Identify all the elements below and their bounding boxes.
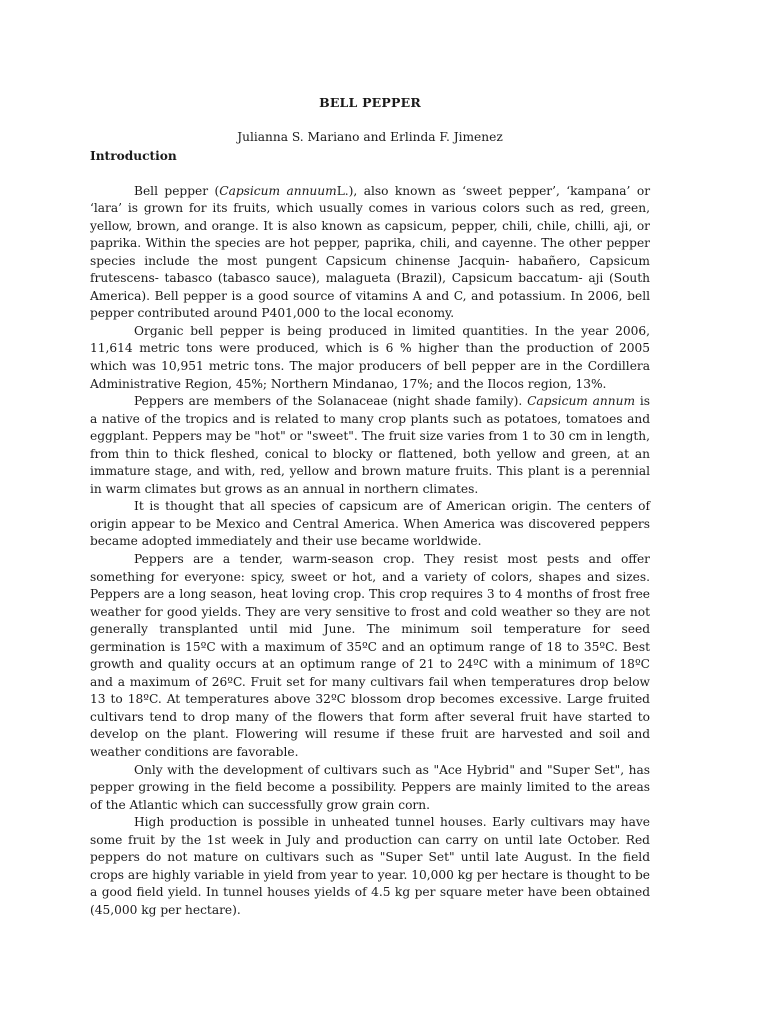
body-paragraph <box>90 323 650 393</box>
italic-text: Capsicum annuum <box>219 183 337 198</box>
body-paragraph <box>90 393 650 498</box>
paragraph-text: Bell pepper ( <box>134 183 220 198</box>
body-paragraph <box>90 814 650 919</box>
document-authors: Julianna S. Mariano and Erlinda F. Jimenez <box>237 129 503 144</box>
paragraph-text: Peppers are a tender, warm-season crop. They resist most pests and offer something for everyone: spicy, sweet or hot, and a variety of colors, shapes and sizes. Peppers are a long season, heat loving crop. This crop requires 3 to 4 months of frost free weather for good yields. They are very sensitive to frost and cold weather so they are not generally transplanted until mid June. The minimum soil temperature for seed germination is 15ºC with a maximum of 35ºC and an optimum range of 18 to 35ºC. Best growth and quality occurs at an optimum range of 21 to 24ºC with a minimum of 18ºC and a maximum of 26ºC. Fruit set for many cultivars fail when temperatures drop below 13 to 18ºC. At temperatures above 32ºC blossom drop becomes excessive. Large fruited cultivars tend to drop many of the flowers that form after several fruit have started to develop on the plant. Flowering will resume if these fruit are harvested and soil and weather conditions are favorable. <box>90 551 650 759</box>
body-paragraph <box>90 498 650 551</box>
paragraph-text: Peppers are members of the Solanaceae (night shade family). <box>134 394 528 409</box>
paragraph-text: L.), also known as ‘sweet pepper’, ‘kampana’ or ‘lara’ is grown for its fruits, which usually comes in various colors such as red, green, yellow, brown, and orange. It is also known as capsicum, pepper, chili, chile, chilli, aji, or paprika. Within the species are hot pepper, paprika, chili, and cayenne. The other pepper species include the most pungent Capsicum chinense Jacquin- habañero, Capsicum frutescens- tabasco (tabasco sauce), malagueta (Brazil), Capsicum baccatum- aji (South America). Bell pepper is a good source of vitamins A and C, and potassium. In 2006, bell pepper contributed around P401,000 to the local economy. <box>90 183 651 321</box>
paragraph-text: Organic bell pepper is being produced in limited quantities. In the year 2006, 11,614 metric tons were produced, which is 6 % higher than the production of 2005 which was 10,951 metric tons. The major producers of bell pepper are in the Cordillera Administrative Region, 45%; Northern Mindanao, 17%; and the Ilocos region, 13%. <box>90 323 650 391</box>
section-heading: Introduction <box>90 149 177 163</box>
paragraph-text: High production is possible in unheated tunnel houses. Early cultivars may have some fruit by the 1st week in July and production can carry on until late October. Red peppers do not mature on cultivars such as "Super Set" until late August. In the field crops are highly variable in yield from year to year. 10,000 kg per hectare is thought to be a good field yield. In tunnel houses yields of 4.5 kg per square meter have been obtained (45,000 kg per hectare). <box>90 815 650 917</box>
paragraph-list <box>90 183 650 920</box>
body-paragraph <box>90 762 650 815</box>
body-paragraph <box>90 551 650 762</box>
body-paragraph <box>90 183 650 323</box>
italic-text: Capsicum annum <box>527 394 636 409</box>
paragraph-text: Only with the development of cultivars such as "Ace Hybrid" and "Super Set", has pepper growing in the field become a possibility. Peppers are mainly limited to the areas of the Atlantic which can successfully grow grain corn. <box>90 762 650 812</box>
document-title: BELL PEPPER <box>319 95 421 110</box>
paragraph-text: is a native of the tropics and is related to many crop plants such as potatoes, tomatoes and eggplant. Peppers may be "hot" or "sweet". The fruit size varies from 1 to 30 cm in length, from thin to thick fleshed, conical to blocky or flattened, both yellow and green, at an immature stage, and with, red, yellow and brown mature fruits. This plant is a perennial in warm climates but grows as an annual in northern climates. <box>90 394 650 496</box>
paragraph-text: It is thought that all species of capsicum are of American origin. The centers of origin appear to be Mexico and Central America. When America was discovered peppers became adopted immediately and their use became worldwide. <box>90 499 650 549</box>
document-body <box>90 94 650 919</box>
